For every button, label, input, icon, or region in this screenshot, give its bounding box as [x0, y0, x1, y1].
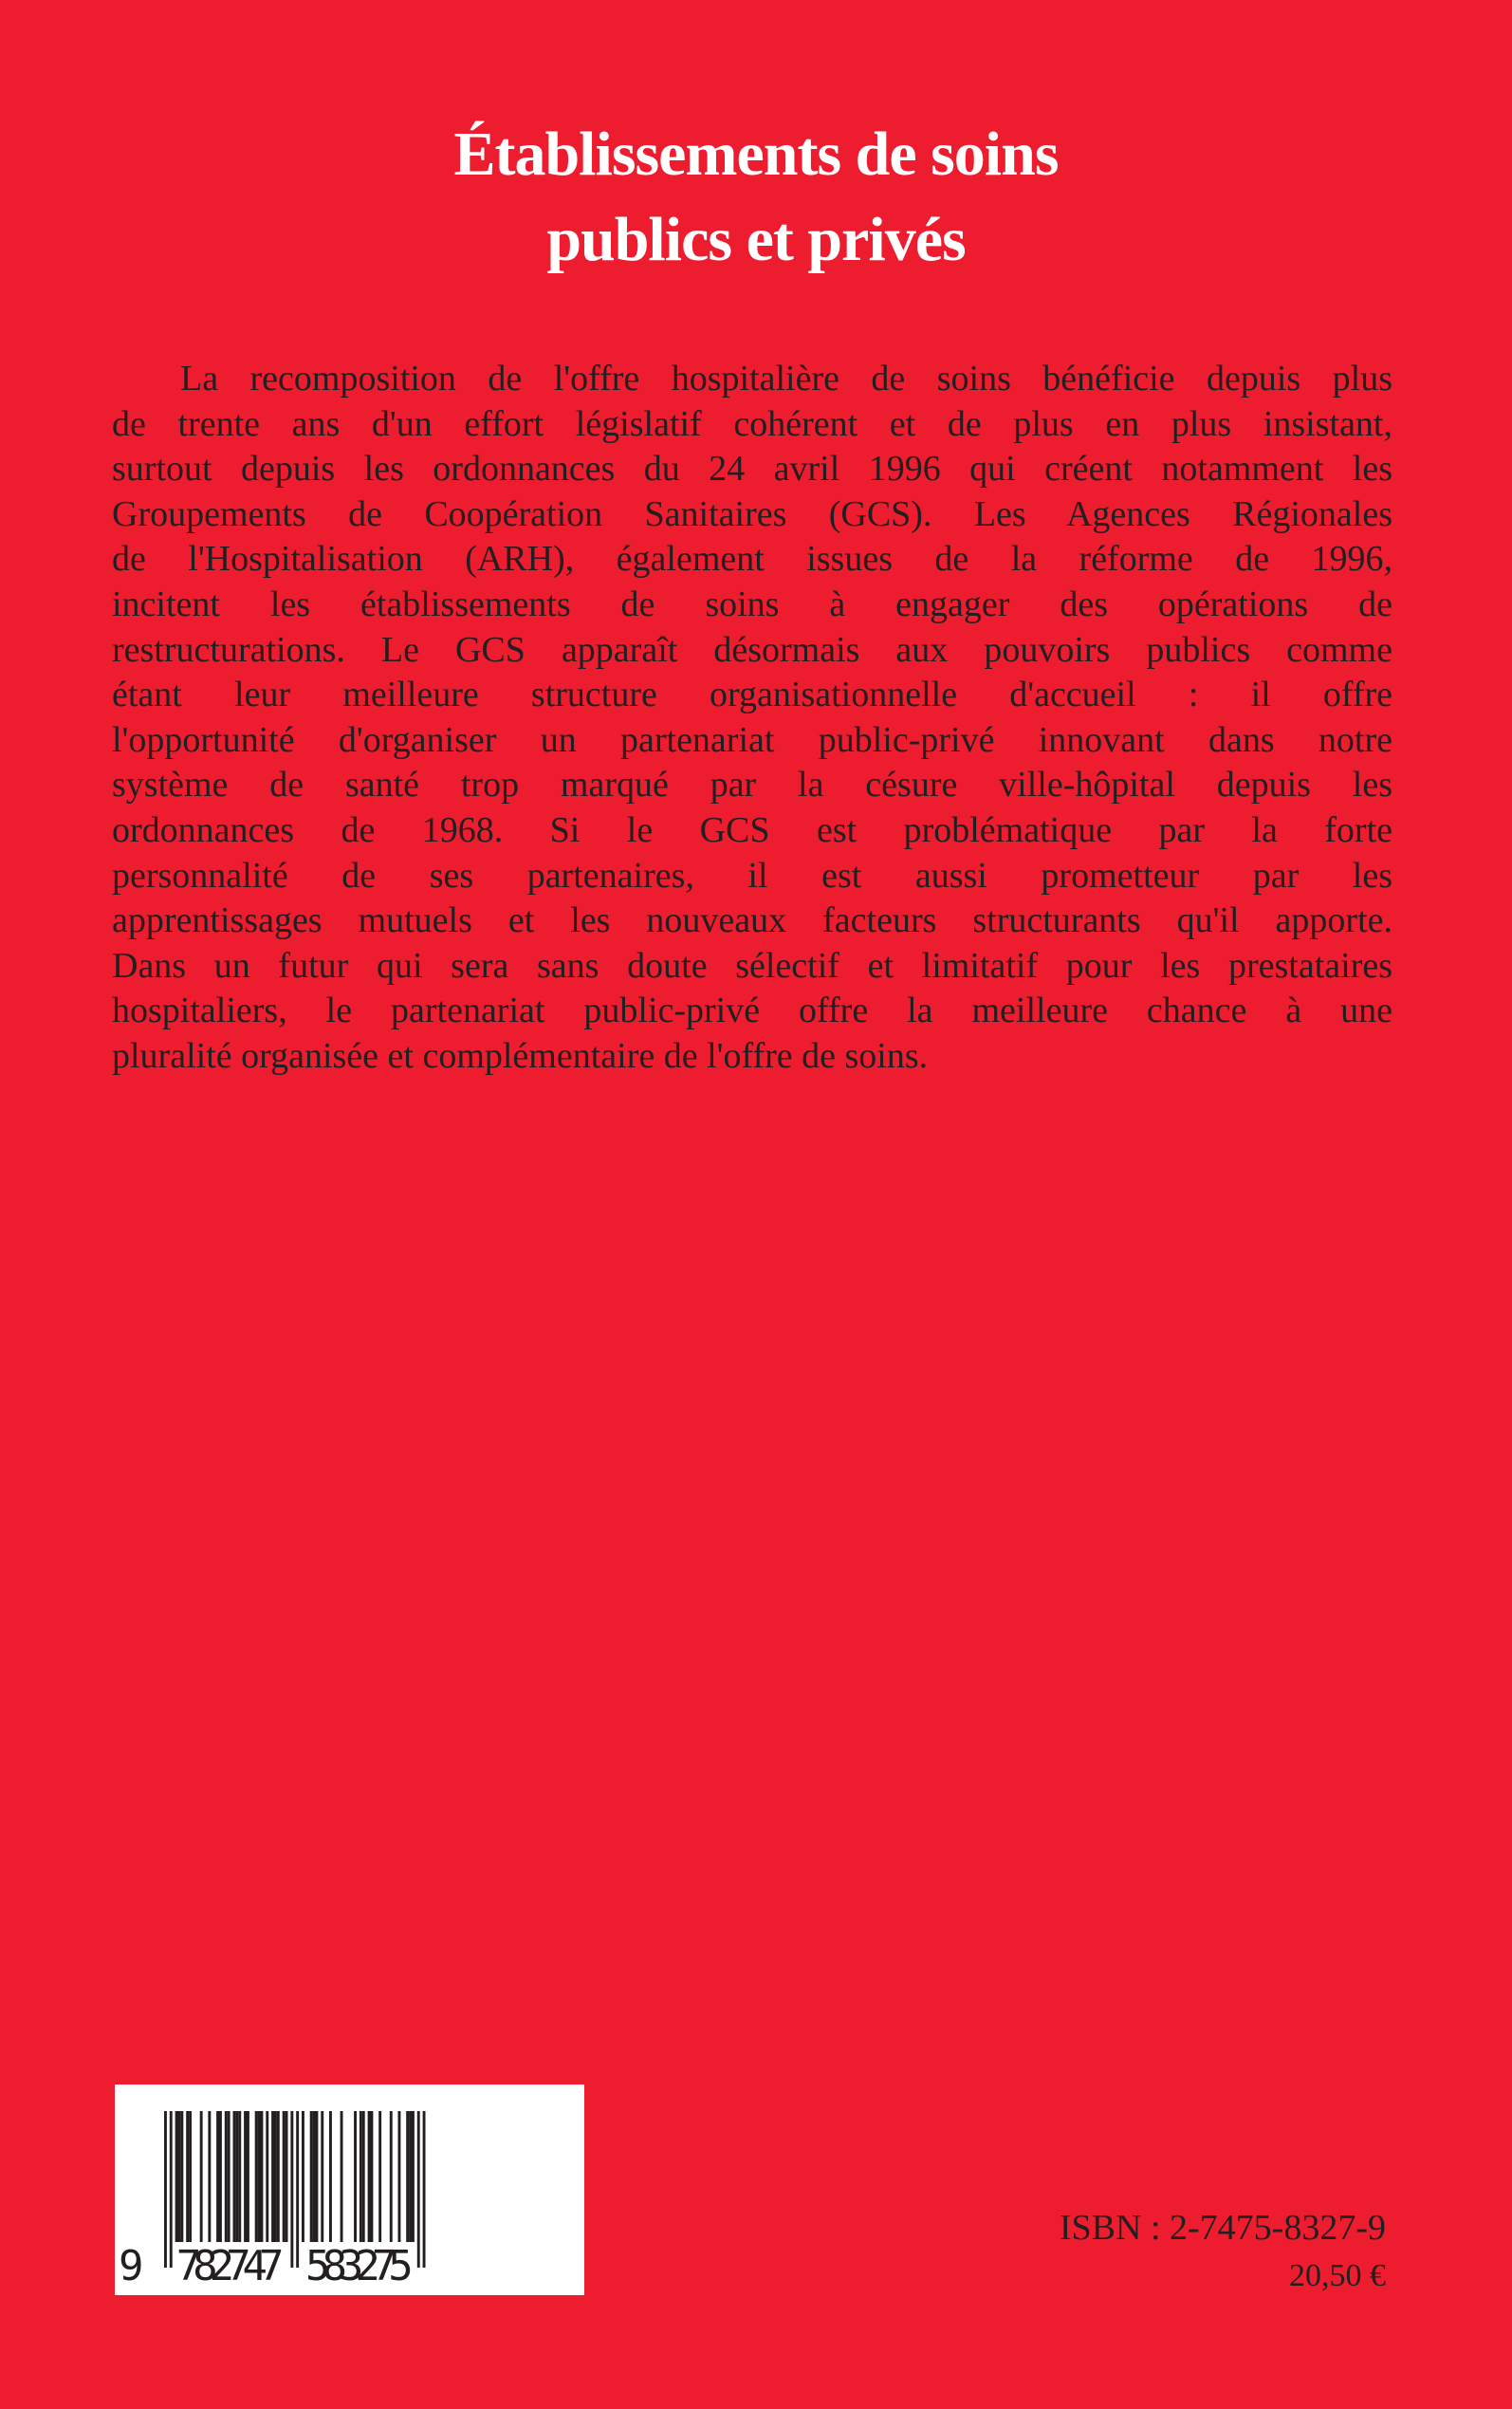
price: 20,50 €: [1289, 2258, 1386, 2293]
barcode-bar: [398, 2111, 401, 2242]
barcode-bar: [316, 2111, 319, 2242]
isbn: ISBN : 2-7475-8327-9: [1059, 2208, 1386, 2248]
barcode-bar: [228, 2111, 230, 2242]
barcode-bar: [271, 2111, 274, 2242]
barcode-bar: [290, 2111, 293, 2268]
blurb-line: pluralité organisée et complémentaire de l'offre de soins.: [112, 1035, 929, 1076]
barcode-bar: [170, 2111, 173, 2268]
blurb-line: surtout depuis les ordonnances du 24 avril 1996 qui créent notamment les: [112, 449, 1392, 490]
barcode-bar: [409, 2111, 412, 2242]
barcode-bar: [296, 2111, 299, 2268]
barcode-bar: [233, 2111, 236, 2242]
blurb-line: étant leur meilleure structure organisationnelle d'accueil : il offre: [112, 675, 1392, 715]
blurb-line: hospitaliers, le partenariat public-privé offre la meilleure chance à une: [112, 991, 1392, 1031]
barcode-bar: [258, 2111, 261, 2242]
blurb-line: Dans un futur qui sera sans doute sélectif et limitatif pour les prestataires: [112, 945, 1392, 986]
barcode-bar: [175, 2111, 178, 2242]
barcode-bar: [238, 2111, 241, 2242]
barcode-bar: [412, 2111, 415, 2242]
blurb-line: ordonnances de 1968. Si le GCS est problématique par la forte: [112, 809, 1392, 850]
barcode-bar: [354, 2111, 357, 2242]
barcode-bar: [423, 2111, 426, 2268]
blurb-line: personnalité de ses partenaires, il est aussi prometteur par les: [112, 855, 1392, 896]
barcode-bar: [406, 2111, 409, 2242]
blurb-line: Groupements de Coopération Sanitaires (GCS). Les Agences Régionales: [112, 493, 1392, 534]
barcode-bar: [225, 2111, 228, 2242]
blurb-line: restructurations. Le GCS apparaît désormais aux pouvoirs publics comme: [112, 629, 1392, 670]
blurb-line: de trente ans d'un effort législatif cohérent et de plus en plus insistant,: [112, 403, 1392, 444]
title-line: publics et privés: [546, 205, 966, 274]
barcode-bar: [186, 2111, 189, 2242]
barcode-bar: [235, 2111, 238, 2242]
barcode-bar: [329, 2111, 332, 2242]
barcode-bar: [208, 2111, 211, 2242]
blurb-line: de l'Hospitalisation (ARH), également issues de la réforme de 1996,: [112, 539, 1392, 580]
barcode-bar: [368, 2111, 371, 2242]
barcode-bar: [378, 2111, 381, 2242]
barcode-bar: [360, 2111, 362, 2242]
barcode-bar: [200, 2111, 203, 2242]
barcode-bar: [362, 2111, 365, 2242]
barcode-bar: [261, 2111, 264, 2242]
barcode-bar: [302, 2111, 304, 2242]
book-title: [0, 112, 1512, 283]
barcode-bar: [390, 2111, 393, 2242]
barcode-bar: [180, 2111, 183, 2242]
barcode-bar: [219, 2111, 222, 2242]
barcode-bar: [310, 2111, 313, 2242]
barcode-bar: [274, 2111, 277, 2242]
barcode-digits: 782747: [175, 2242, 285, 2290]
blurb-line: système de santé trop marqué par la césure ville-hôpital depuis les: [112, 765, 1392, 806]
barcode-bar: [178, 2111, 181, 2242]
barcode-bar: [266, 2111, 268, 2242]
back-cover-blurb: [112, 357, 1392, 1080]
blurb-line: La recomposition de l'offre hospitalière de soins bénéficie depuis plus: [180, 359, 1392, 398]
barcode-bar: [255, 2111, 258, 2242]
barcode-graphic: [115, 2085, 584, 2295]
barcode-bar: [286, 2111, 288, 2242]
barcode-bar: [189, 2111, 192, 2242]
title-line: Établissements de soins: [453, 120, 1059, 189]
blurb-line: l'opportunité d'organiser un partenariat public-privé innovant dans notre: [112, 719, 1392, 760]
barcode-bar: [164, 2111, 167, 2268]
barcode-bar: [216, 2111, 219, 2242]
barcode: [115, 2085, 584, 2295]
barcode-bar: [313, 2111, 316, 2242]
barcode-bar: [417, 2111, 420, 2268]
barcode-bar: [247, 2111, 249, 2242]
barcode-bar: [277, 2111, 280, 2242]
barcode-bar: [244, 2111, 247, 2242]
barcode-bar: [321, 2111, 323, 2242]
barcode-digits: 583275: [305, 2242, 414, 2290]
barcode-bar: [283, 2111, 286, 2242]
barcode-bar: [371, 2111, 374, 2242]
blurb-line: apprentissages mutuels et les nouveaux facteurs structurants qu'il apporte.: [112, 900, 1392, 941]
barcode-digits: 9: [119, 2242, 144, 2290]
blurb-line: incitent les établissements de soins à engager des opérations de: [112, 584, 1392, 624]
barcode-bar: [341, 2111, 343, 2242]
